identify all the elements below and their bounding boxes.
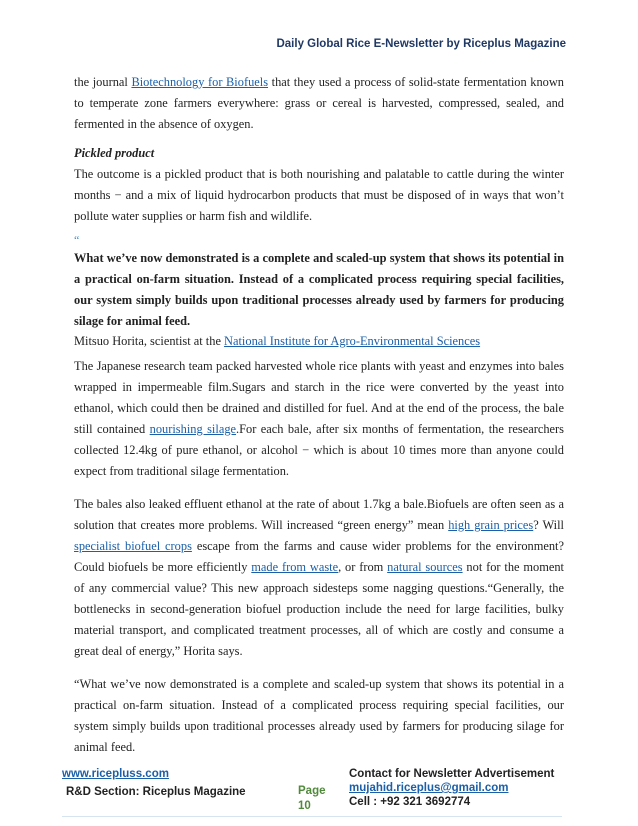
quote-mark: “ — [74, 233, 80, 247]
pull-quote: What we’ve now demonstrated is a complete and scaled-up system that shows its potential in a practical on-farm situation. Instead of a complicated process requiring special facilities, our system simply builds upon traditional processes already used by farmers for producing silage for animal feed. — [74, 251, 564, 328]
japanese-team-paragraph: The Japanese research team packed harvested whole rice plants with yeast and enzymes into bales wrapped in impermeable film.Sugars and starch in the rice were converted by the yeast into ethanol, which could then be drained and distilled for fuel. And at the end of the process, the bale still contained nourishing silage.For each bale, after six months of fermentation, the researchers collected 12.4kg of pure ethanol, or alcohol − which is about 10 times more than anyone could expect from traditional silage fermentation. — [74, 359, 564, 478]
section-subheading: Pickled product — [74, 146, 155, 160]
intro-paragraph: the journal Biotechnology for Biofuels that they used a process of solid-state fermentation known to temperate zone farmers everywhere: grass or cereal is harvested, compressed, sealed, and fermented in the absence of oxygen. — [74, 75, 564, 131]
footer-left — [62, 766, 246, 800]
journal-link[interactable]: Biotechnology for Biofuels — [131, 75, 269, 89]
email-link[interactable]: mujahid.riceplus@gmail.com — [349, 782, 509, 794]
high-grain-prices-link[interactable]: high grain prices — [448, 518, 534, 532]
contact-title: Contact for Newsletter Advertisement — [349, 768, 555, 780]
section-label: R&D Section: Riceplus Magazine — [66, 786, 246, 798]
made-from-waste-link[interactable]: made from waste — [251, 560, 339, 574]
footer-divider — [62, 816, 562, 817]
website-link[interactable]: www.ricepluss.com — [62, 768, 169, 780]
page-number: 10 — [298, 800, 311, 812]
page-number-block — [298, 784, 326, 814]
cell-number: Cell : +92 321 3692774 — [349, 796, 471, 808]
pickled-paragraph: The outcome is a pickled product that is both nourishing and palatable to cattle during the winter months − and a mix of liquid hydrocarbon products that must be disposed of in ways that won’t pollute water supplies or harm fish and wildlife. — [74, 167, 564, 223]
nourishing-silage-link[interactable]: nourishing silage — [149, 422, 237, 436]
article-body — [74, 72, 564, 758]
footer-contact — [349, 766, 554, 810]
specialist-biofuel-crops-link[interactable]: specialist biofuel crops — [74, 539, 192, 553]
page-label: Page — [298, 785, 326, 797]
institute-link[interactable]: National Institute for Agro-Environmental Sciences — [224, 334, 481, 348]
bales-paragraph: The bales also leaked effluent ethanol at the rate of about 1.7kg a bale.Biofuels are often seen as a solution that creates more problems. Will increased “green energy” mean high grain prices? Will specialist biofuel crops escape from the farms and cause wider problems for the environment? Could biofuels be more efficiently made from waste, or from natural sources not for the moment of any commercial value? This new approach sidesteps some nagging questions.“Generally, the bottlenecks in second-generation biofuel production include the need for large facilities, bulky material transport, and complicated treatment processes, all of which are costly and consume a great deal of energy,” Horita says. — [74, 497, 564, 658]
natural-sources-link[interactable]: natural sources — [387, 560, 463, 574]
newsletter-header: Daily Global Rice E-Newsletter by Riceplus Magazine — [276, 38, 566, 50]
page-footer — [0, 766, 638, 826]
final-quote-paragraph: “What we’ve now demonstrated is a complete and scaled-up system that shows its potential in a practical on-farm situation. Instead of a complicated process requiring special facilities, our system simply builds upon traditional processes already used by farmers for producing silage for animal feed. — [74, 677, 564, 754]
quote-attribution: Mitsuo Horita, scientist at the National Institute for Agro-Environmental Sciences — [74, 334, 481, 348]
